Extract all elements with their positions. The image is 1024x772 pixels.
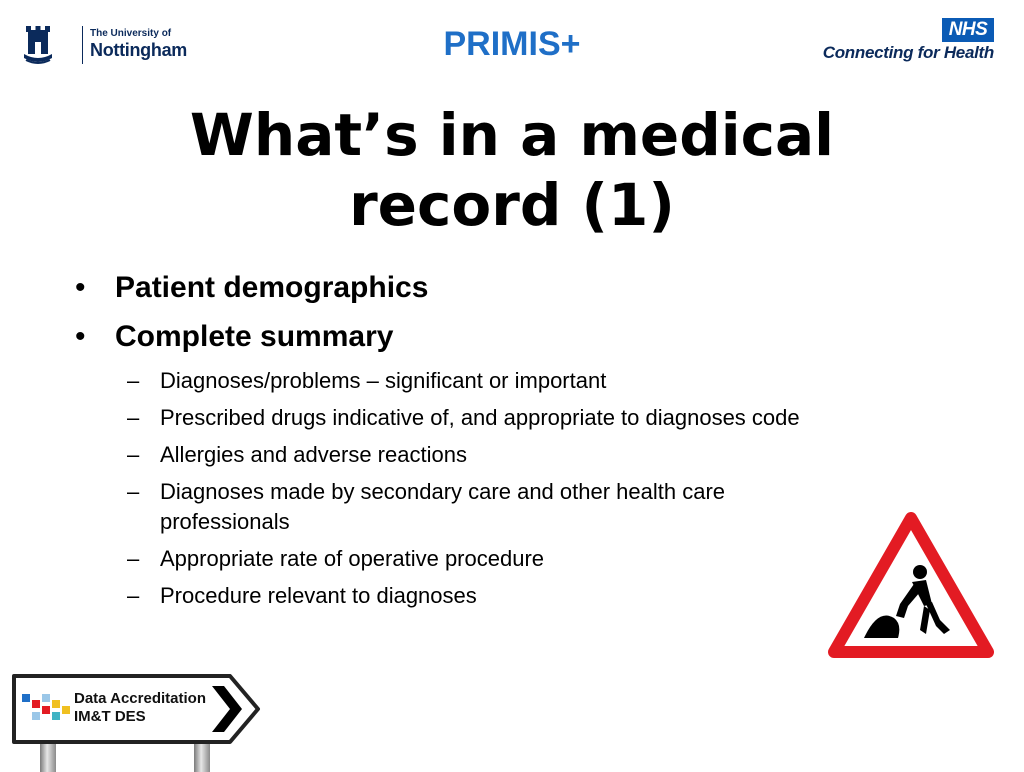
- nhs-logo: [804, 18, 994, 66]
- slide-title-line1: What’s in a medical: [189, 101, 835, 169]
- slide-title: [0, 100, 1024, 240]
- sub-bullet-item: – Allergies and adverse reactions: [75, 440, 935, 470]
- university-logo-line2: Nottingham: [90, 40, 187, 60]
- signpost-line2: IM&T DES: [74, 708, 146, 725]
- sub-bullet-item: – Procedure relevant to diagnoses: [75, 581, 935, 611]
- bullet-item: • Patient demographics: [75, 268, 935, 308]
- sub-bullet-list: [75, 366, 935, 611]
- nhs-tagline: Connecting for Health: [822, 43, 994, 62]
- sub-bullet-item: – Diagnoses made by secondary care and other health care professionals: [75, 477, 860, 537]
- slide-body: [75, 268, 935, 618]
- university-logo-line1: The University of: [90, 28, 172, 39]
- program-title: PRIMIS+: [443, 25, 581, 63]
- road-works-warning-icon: [828, 512, 994, 662]
- data-accreditation-signpost: [10, 672, 262, 768]
- sub-bullet-item: – Diagnoses/problems – significant or important: [75, 366, 935, 396]
- sub-bullet-item: – Appropriate rate of operative procedure: [75, 544, 935, 574]
- bullet-item: • Complete summary: [75, 317, 935, 357]
- signpost-line1: Data Accreditation: [74, 690, 206, 707]
- slide-title-line2: record (1): [349, 171, 675, 239]
- nhs-badge: NHS: [942, 18, 994, 42]
- sub-bullet-item: – Prescribed drugs indicative of, and appropriate to diagnoses code: [75, 403, 935, 433]
